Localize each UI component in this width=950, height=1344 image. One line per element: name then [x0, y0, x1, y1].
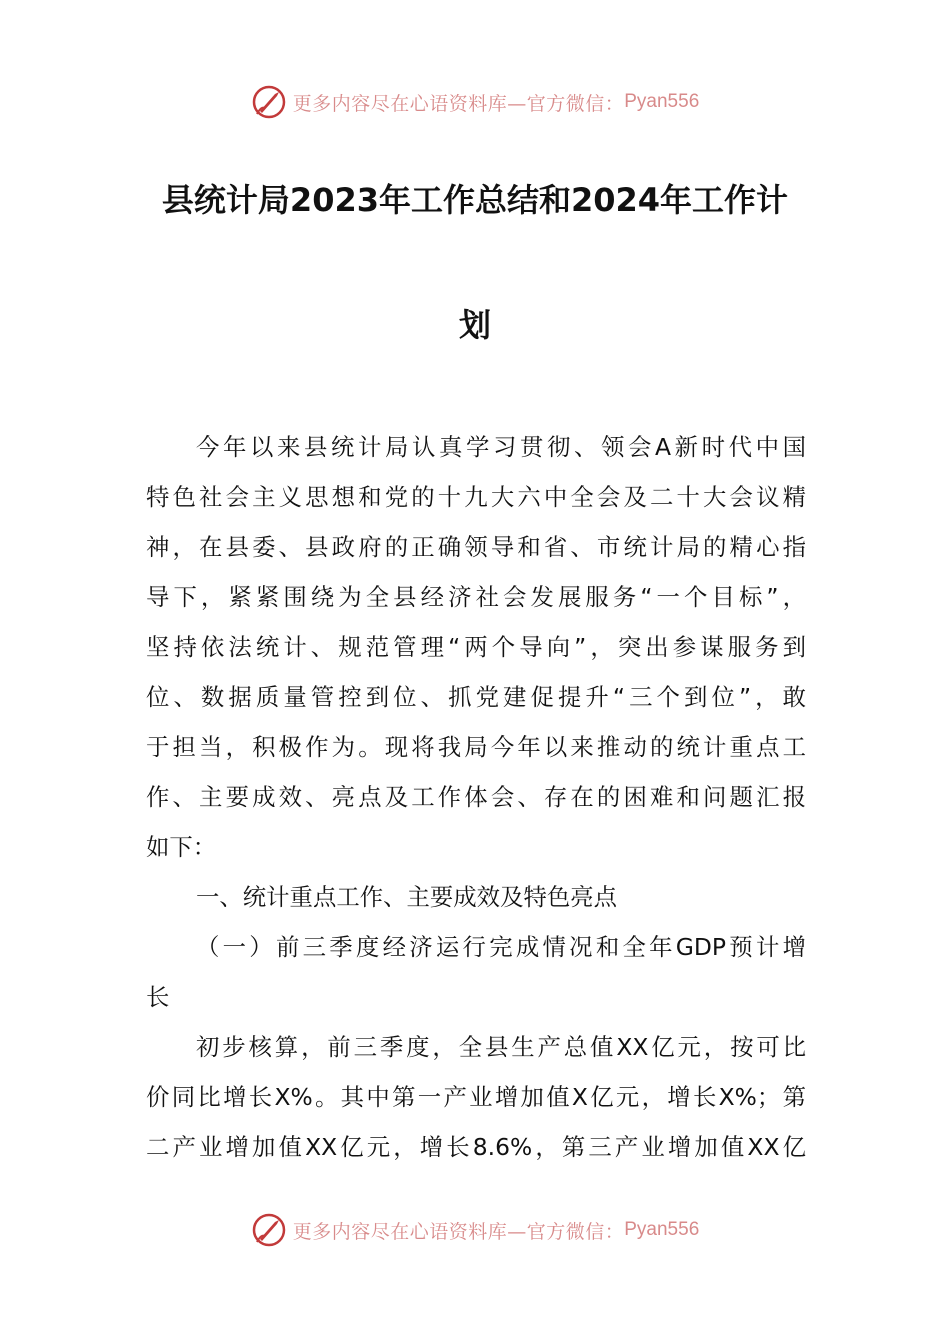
text-line: 位、数据质量管控到位、抓党建促提升“三个到位”，敢: [146, 683, 806, 711]
text-line: 初步核算，前三季度，全县生产总值XX亿元，按可比: [196, 1033, 806, 1061]
gdp-paragraph: [146, 1022, 806, 1172]
text-line: 今年以来县统计局认真学习贯彻、领会A新时代中国: [196, 433, 806, 461]
section-heading: [146, 872, 806, 922]
watermark-wechat-id: Pyan556: [624, 91, 700, 112]
quill-logo-icon: [251, 1212, 287, 1248]
text-line: 作、主要成效、亮点及工作体会、存在的困难和问题汇报: [146, 783, 806, 811]
watermark-footer: [0, 1210, 950, 1250]
text-line: 特色社会主义思想和党的十九大六中全会及二十大会议精: [146, 483, 806, 511]
text-line: 神，在县委、县政府的正确领导和省、市统计局的精心指: [146, 533, 806, 561]
text-line: 如下：: [146, 833, 217, 861]
text-line: 坚持依法统计、规范管理“两个导向”，突出参谋服务到: [146, 633, 806, 661]
document-title-line-1: 县统计局2023年工作总结和2024年工作计: [161, 181, 789, 219]
subsection-heading: [146, 922, 806, 1022]
text-line: （一）前三季度经济运行完成情况和全年GDP预计增: [196, 933, 806, 961]
watermark-text: 更多内容尽在心语资料库—官方微信：: [292, 1220, 625, 1243]
text-line: 于担当，积极作为。现将我局今年以来推动的统计重点工: [146, 733, 806, 761]
intro-paragraph: [146, 422, 806, 872]
watermark-header: [0, 82, 950, 122]
quill-logo-icon: [251, 84, 287, 120]
text-line: 二产业增加值XX亿元，增长8.6%，第三产业增加值XX亿: [146, 1133, 806, 1161]
watermark-wechat-id: Pyan556: [624, 1219, 700, 1240]
text-line: 价同比增长X%。其中第一产业增加值X亿元，增长X%；第: [146, 1083, 806, 1111]
text-line: 导下，紧紧围绕为全县经济社会发展服务“一个目标”，: [146, 583, 806, 611]
document-title-line-2: 划: [458, 306, 491, 344]
section-heading-text: 一、统计重点工作、主要成效及特色亮点: [196, 883, 618, 911]
text-line: 长: [146, 983, 170, 1011]
watermark-text: 更多内容尽在心语资料库—官方微信：: [292, 92, 625, 115]
